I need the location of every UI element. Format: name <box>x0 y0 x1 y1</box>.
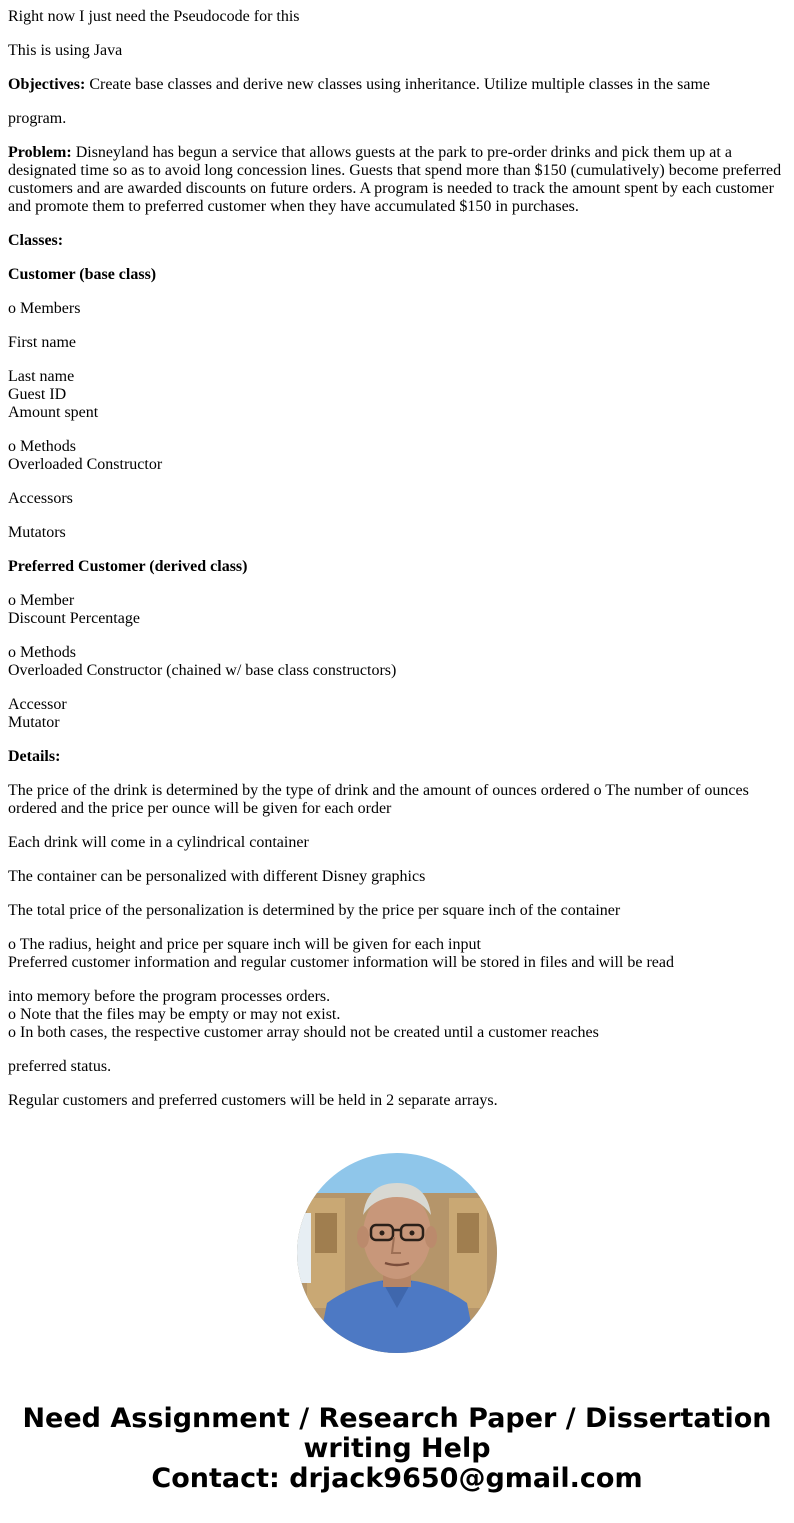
member-first-name: First name <box>8 334 76 351</box>
preferred-class-heading: Preferred Customer (derived class) <box>8 558 248 575</box>
details-container: Each drink will come in a cylindrical container <box>8 834 309 851</box>
details-separate-arrays: Regular customers and preferred customers will be held in 2 separate arrays. <box>8 1092 498 1109</box>
details-personalization: The container can be personalized with different Disney graphics <box>8 868 426 885</box>
promo-line-2: writing Help <box>303 1433 491 1464</box>
problem-paragraph <box>8 144 786 216</box>
method-overloaded-constructor: Overloaded Constructor <box>8 456 163 473</box>
promo-contact: Contact: drjack9650@gmail.com <box>151 1463 643 1494</box>
details-files-empty: o Note that the files may be empty or may not exist. <box>8 1006 341 1023</box>
member-amount-spent: Amount spent <box>8 404 99 421</box>
assignment-text <box>8 8 786 1126</box>
objectives-continuation: program. <box>8 110 67 127</box>
method-mutators: Mutators <box>8 524 66 541</box>
objectives-label: Objectives: <box>8 76 86 93</box>
details-array-creation: o In both cases, the respective customer array should not be created until a customer reaches <box>8 1024 599 1041</box>
promo-line-1: Need Assignment / Research Paper / Dissertation <box>22 1403 772 1434</box>
member-discount-percentage: Discount Percentage <box>8 610 140 627</box>
details-dimensions: o The radius, height and price per square inch will be given for each input <box>8 936 481 953</box>
problem-text: Disneyland has begun a service that allows guests at the park to pre-order drinks and pick them up at a designated time so as to avoid long concession lines. Guests that spend more than $150 (cumulatively) become preferred customers and are awarded discounts on future orders. A program is needed to track the amount spent by each customer and promote them to preferred customer when they have accumulated $150 in purchases. <box>8 144 782 215</box>
member-last-name: Last name <box>8 368 75 385</box>
details-files: Preferred customer information and regular customer information will be stored in files and will be read <box>8 954 675 971</box>
help-advertisement <box>0 1404 794 1494</box>
classes-heading: Classes: <box>8 232 64 249</box>
customer-members-label: o Members <box>8 300 81 317</box>
customer-methods-label: o Methods <box>8 438 76 455</box>
objectives-paragraph <box>8 76 786 94</box>
method-accessors: Accessors <box>8 490 73 507</box>
method-chained-constructor: Overloaded Constructor (chained w/ base class constructors) <box>8 662 397 679</box>
intro-line-1: Right now I just need the Pseudocode for this <box>8 8 300 25</box>
details-memory: into memory before the program processes orders. <box>8 988 331 1005</box>
intro-line-2: This is using Java <box>8 42 123 59</box>
author-avatar <box>297 1153 497 1353</box>
details-personalization-price: The total price of the personalization is determined by the price per square inch of the container <box>8 902 621 919</box>
member-guest-id: Guest ID <box>8 386 67 403</box>
details-drink-price: The price of the drink is determined by the type of drink and the amount of ounces ordered o The number of ounces ordered and the price per ounce will be given for each order <box>8 782 749 817</box>
method-mutator: Mutator <box>8 714 60 731</box>
customer-class-heading: Customer (base class) <box>8 266 157 283</box>
details-heading: Details: <box>8 748 61 765</box>
details-preferred-status: preferred status. <box>8 1058 112 1075</box>
preferred-methods-label: o Methods <box>8 644 76 661</box>
method-accessor: Accessor <box>8 696 67 713</box>
problem-label: Problem: <box>8 144 72 161</box>
preferred-member-label: o Member <box>8 592 75 609</box>
objectives-text: Create base classes and derive new classes using inheritance. Utilize multiple classes in the same <box>85 76 710 93</box>
